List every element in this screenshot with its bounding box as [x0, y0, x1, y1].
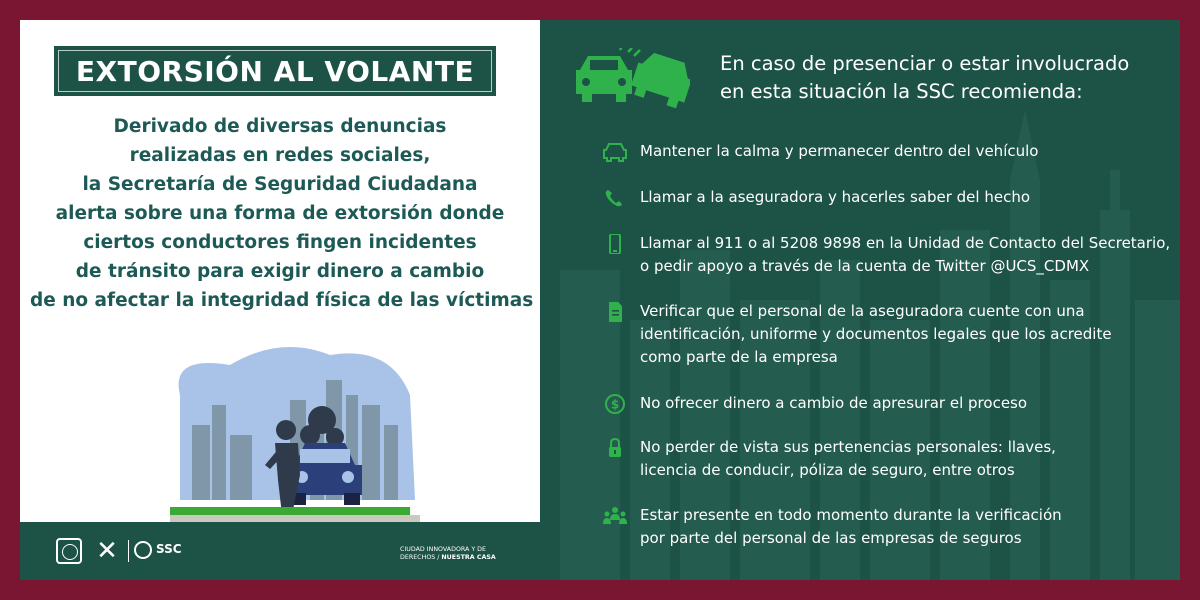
- tagline-line: CIUDAD INNOVADORA Y DE: [400, 546, 487, 553]
- infographic: [20, 20, 1180, 580]
- footer-tagline: [400, 546, 496, 562]
- intro-line: realizadas en redes sociales,: [129, 145, 431, 166]
- ssc-emblem-icon: [134, 541, 152, 559]
- car-icon: [602, 142, 628, 162]
- page-title: EXTORSIÓN AL VOLANTE: [75, 54, 475, 88]
- cdmx-shield-logo: [56, 538, 82, 564]
- item-line: o pedir apoyo a través de la cuenta de Twitter @UCS_CDMX: [640, 257, 1090, 275]
- heading-line: en esta situación la SSC recomienda:: [720, 80, 1083, 103]
- left-panel: [20, 20, 540, 580]
- item-line: Mantener la calma y permanecer dentro del vehículo: [640, 142, 1039, 160]
- intro-line: de no afectar la integridad física de las víctimas: [30, 290, 534, 311]
- intro-line: la Secretaría de Seguridad Ciudadana: [82, 174, 478, 195]
- item-line: licencia de conducir, póliza de seguro, entre otros: [640, 461, 1015, 479]
- intro-paragraph: [30, 112, 534, 315]
- intro-line: ciertos conductores fingen incidentes: [83, 232, 477, 253]
- tagline-bold: NUESTRA CASA: [441, 554, 496, 561]
- item-text: [640, 504, 1062, 550]
- item-text: [640, 436, 1056, 482]
- car-crash-icon: [570, 48, 690, 110]
- item-text: [640, 392, 1027, 415]
- item-line: identificación, uniforme y documentos legales que los acredite: [640, 325, 1112, 343]
- svg-text:$: $: [610, 397, 620, 412]
- item-line: No ofrecer dinero a cambio de apresurar el proceso: [640, 394, 1028, 412]
- dollar-icon: [602, 394, 628, 414]
- intro-line: de tránsito para exigir dinero a cambio: [75, 261, 485, 282]
- item-line: Llamar a la aseguradora y hacerles saber del hecho: [640, 188, 1030, 206]
- extortion-illustration: [140, 325, 430, 530]
- item-text: [640, 232, 1170, 278]
- lock-icon: [602, 438, 628, 458]
- people-icon: [602, 506, 628, 526]
- tagline-part: DERECHOS /: [400, 554, 442, 561]
- ssc-logo-text: SSC: [156, 542, 182, 556]
- mobile-icon: [602, 234, 628, 254]
- item-line: Estar presente en todo momento durante la verificación: [640, 506, 1062, 524]
- document-icon: [602, 302, 628, 322]
- item-line: No perder de vista sus pertenencias personales: llaves,: [640, 438, 1056, 456]
- cdmx-logo: ✕: [96, 536, 118, 566]
- title-banner: [54, 46, 496, 96]
- intro-line: alerta sobre una forma de extorsión donde: [55, 203, 505, 224]
- intro-line: Derivado de diversas denuncias: [113, 116, 447, 137]
- item-line: Llamar al 911 o al 5208 9898 en la Unidad de Contacto del Secretario,: [640, 234, 1171, 252]
- item-text: [640, 140, 1038, 163]
- item-text: [640, 300, 1112, 369]
- phone-icon: [602, 188, 628, 208]
- recommendations-heading: [720, 50, 1129, 106]
- footer-bar: [20, 522, 540, 580]
- tagline-line: [400, 554, 496, 562]
- logo-divider: [128, 540, 129, 562]
- item-text: [640, 186, 1030, 209]
- right-panel: [540, 20, 1180, 580]
- heading-line: En caso de presenciar o estar involucrado: [720, 52, 1130, 75]
- item-line: Verificar que el personal de la aseguradora cuente con una: [640, 302, 1085, 320]
- item-line: por parte del personal de las empresas de seguros: [640, 529, 1022, 547]
- item-line: como parte de la empresa: [640, 348, 838, 366]
